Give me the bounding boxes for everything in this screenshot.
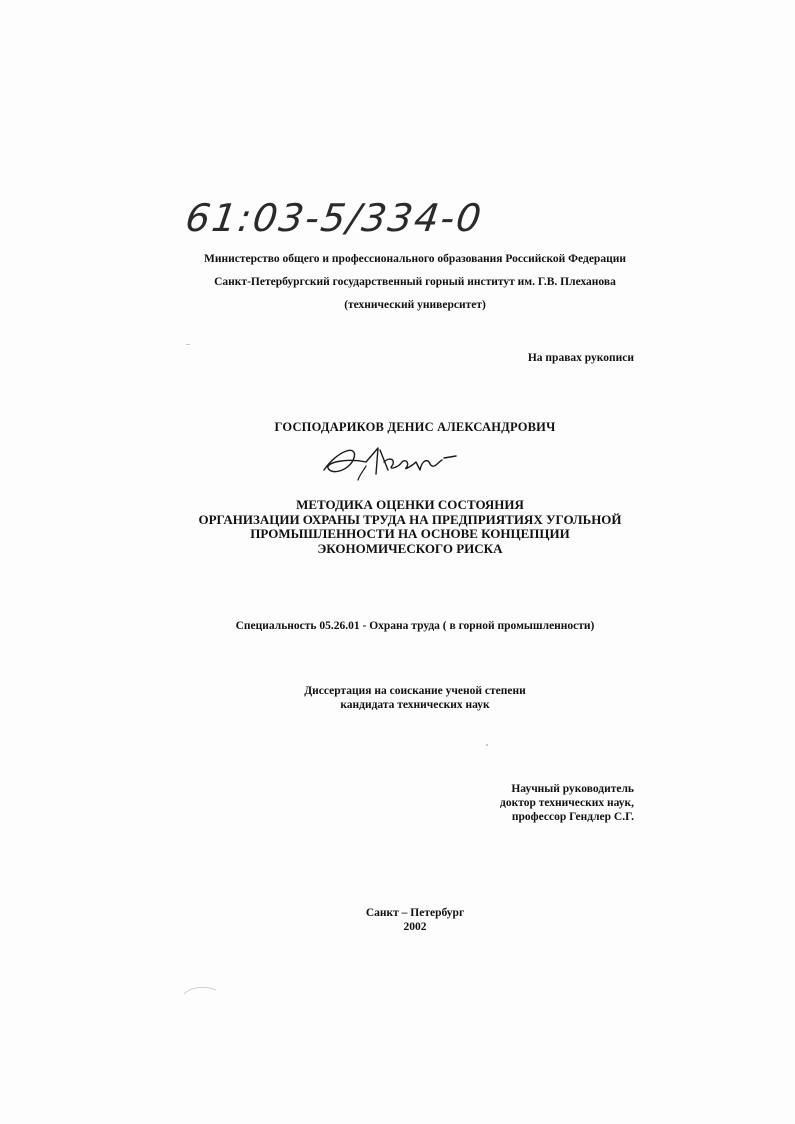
scan-speck	[186, 344, 190, 345]
scan-speck	[486, 744, 488, 746]
title-line: ЭКОНОМИЧЕСКОГО РИСКА	[317, 540, 503, 556]
handwritten-code-text: 61:03-5/334-0	[182, 196, 486, 240]
institute-name: Санкт-Петербургский государственный горный институт им. Г.В. Плеханова	[214, 276, 616, 288]
degree-line: кандидата технических наук	[340, 699, 490, 711]
supervisor-line: доктор технических наук,	[500, 797, 634, 809]
title-line: ПРОМЫШЛЕННОСТИ НА ОСНОВЕ КОНЦЕПЦИИ	[250, 526, 570, 541]
place-and-year	[300, 906, 530, 934]
degree-statement	[250, 684, 580, 712]
city-name: Санкт – Петербург	[365, 907, 465, 919]
degree-line: Диссертация на соискание ученой степени	[304, 685, 526, 697]
ministry-name: Министерство общего и профессионального образования Российской Федерации	[204, 253, 626, 265]
title-line: ОРГАНИЗАЦИИ ОХРАНЫ ТРУДА НА ПРЕДПРИЯТИЯХ УГОЛЬНОЙ	[198, 511, 622, 527]
supervisor-block	[470, 782, 634, 824]
title-line: МЕТОДИКА ОЦЕНКИ СОСТОЯНИЯ	[296, 497, 524, 512]
dissertation-title	[190, 498, 630, 556]
ministry-header	[200, 248, 630, 317]
rights-note: На правах рукописи	[527, 352, 634, 364]
author-name: ГОСПОДАРИКОВ ДЕНИС АЛЕКСАНДРОВИЧ	[274, 420, 556, 434]
supervisor-line: Научный руководитель	[511, 783, 634, 795]
specialty-line: Специальность 05.26.01 - Охрана труда ( в горной промышленности)	[235, 620, 595, 632]
university-type: (технический университет)	[344, 299, 486, 311]
scan-mark	[182, 984, 218, 996]
author-signature	[318, 440, 458, 488]
supervisor-line: профессор Гендлер С.Г.	[511, 811, 634, 823]
year: 2002	[403, 921, 427, 933]
